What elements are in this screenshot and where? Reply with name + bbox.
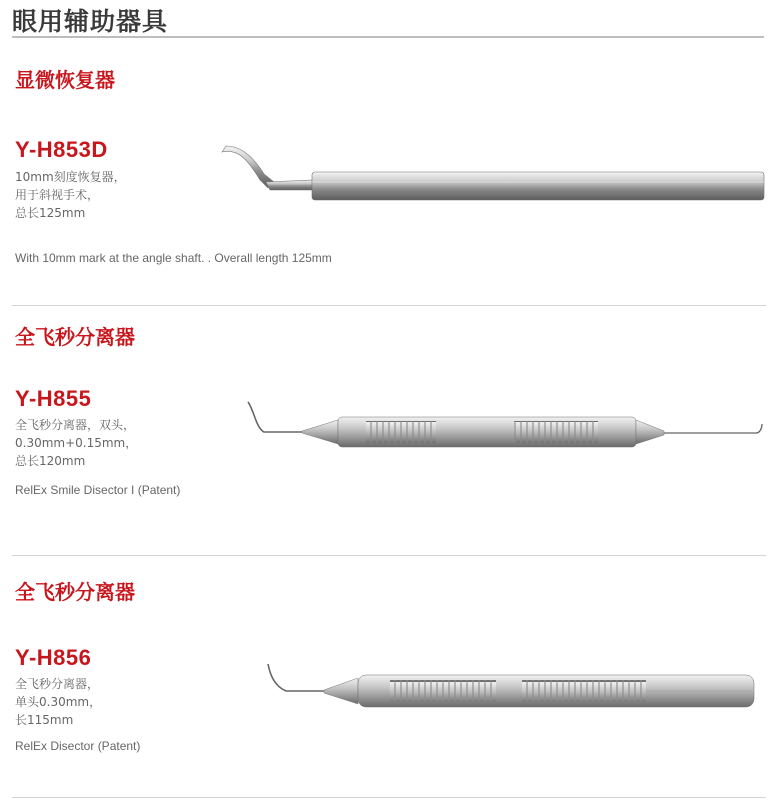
english-description-1: With 10mm mark at the angle shaft. . Overall length 125mm <box>15 251 332 265</box>
description-line: 全飞秒分离器，双头， <box>15 418 136 432</box>
section-divider-2 <box>12 555 766 556</box>
section-heading-2: 全飞秒分离器 <box>15 325 135 349</box>
product-description-1 <box>15 168 126 222</box>
instrument-image-y-h855 <box>244 400 768 450</box>
product-description-2 <box>15 416 137 470</box>
product-description-3 <box>15 675 101 729</box>
section-divider-3 <box>12 797 766 798</box>
description-line: 10mm刻度恢复器， <box>15 170 126 184</box>
description-line: 全飞秒分离器， <box>15 677 100 691</box>
instrument-image-y-h856 <box>262 660 768 710</box>
description-line: 单头0.30mm， <box>15 695 102 709</box>
page-title: 眼用辅助器具 <box>12 7 169 36</box>
description-line: 0.30mm+0.15mm， <box>15 436 138 450</box>
description-line: 长115mm <box>15 713 74 727</box>
description-line: 总长125mm <box>15 206 86 220</box>
english-description-3: RelEx Disector (Patent) <box>15 739 141 753</box>
instrument-image-y-h853d <box>218 142 768 204</box>
description-line: 总长120mm <box>15 454 86 468</box>
model-number-3: Y-H856 <box>15 645 92 670</box>
title-divider <box>12 36 764 38</box>
section-heading-1: 显微恢复器 <box>15 68 115 92</box>
description-line: 用于斜视手术， <box>15 188 100 202</box>
model-number-1: Y-H853D <box>15 137 108 162</box>
english-description-2: RelEx Smile Disector I (Patent) <box>15 483 181 497</box>
model-number-2: Y-H855 <box>15 386 92 411</box>
section-divider-1 <box>12 305 766 306</box>
section-heading-3: 全飞秒分离器 <box>15 580 135 604</box>
